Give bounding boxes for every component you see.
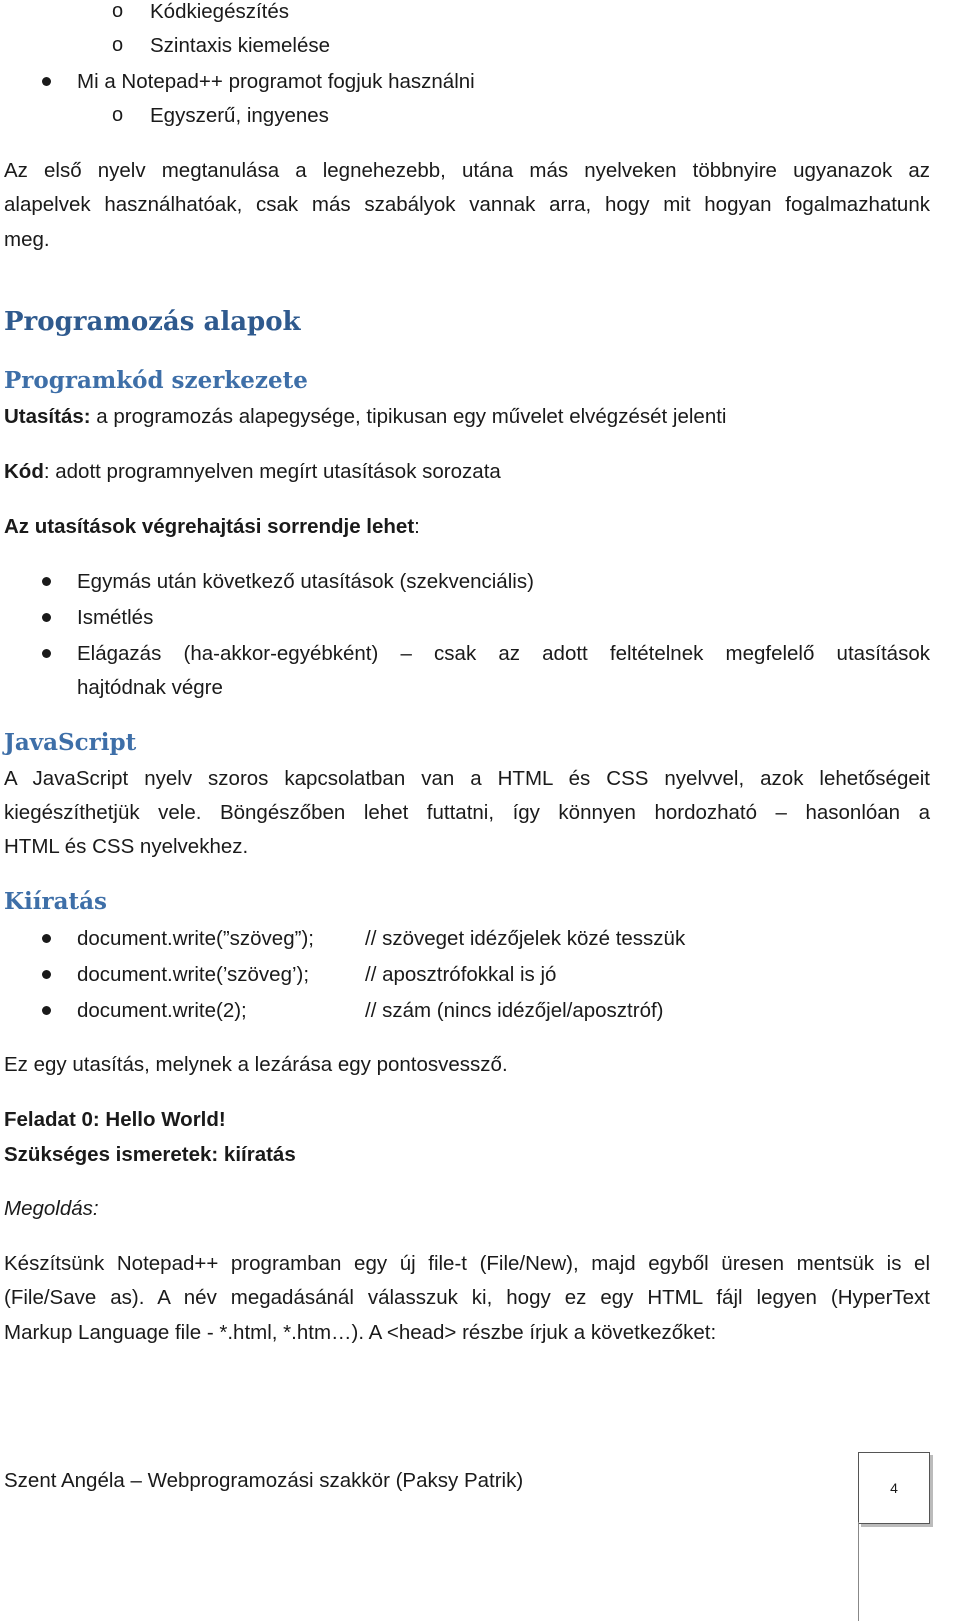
paragraph-line: meg. (4, 228, 50, 251)
definition-text: a programozás alapegysége, tipikusan egy művelet elvégzését jelenti (90, 405, 727, 428)
paragraph-line: alapelvek használhatóak, csak más szabályok vannak arra, hogy mit hogyan fogalmazhatunk (4, 193, 930, 216)
list-item: Mi a Notepad++ programot fogjuk használni (77, 70, 475, 93)
sub-bullet-marker: o (112, 34, 124, 56)
sub-bullet-marker: o (112, 0, 124, 22)
page-number-box (858, 1452, 930, 1524)
list-item: Kódkiegészítés (150, 0, 290, 23)
list-item: Egymás után következő utasítások (szekvenciális) (77, 570, 534, 593)
definition-line (4, 405, 930, 429)
paragraph-line: Markup Language file - *.html, *.htm…). A <head> részbe írjuk a következőket: (4, 1321, 717, 1344)
code-sample: document.write(2); (77, 999, 247, 1022)
bullet-icon (42, 1006, 51, 1015)
page-number: 4 (890, 1480, 898, 1496)
task-title: Feladat 0: Hello World! (4, 1108, 226, 1131)
bullet-icon (42, 970, 51, 979)
bullet-icon (42, 77, 51, 86)
subsection-heading: JavaScript (4, 729, 137, 756)
code-comment: // aposztrófokkal is jó (365, 963, 557, 986)
paragraph-line: Az első nyelv megtanulása a legnehezebb, utána más nyelveken többnyire ugyanazok az (4, 159, 930, 182)
bullet-icon (42, 934, 51, 943)
sub-bullet-marker: o (112, 104, 124, 126)
bullet-icon (42, 613, 51, 622)
list-item: Szintaxis kiemelése (150, 34, 331, 57)
term-label: Kód (4, 460, 44, 483)
solution-label: Megoldás: (4, 1197, 99, 1220)
definition-text: : (414, 515, 420, 538)
bullet-icon (42, 577, 51, 586)
paragraph-line: kiegészíthetjük vele. Böngészőben lehet futtatni, így könnyen hordozható – hasonlóan a (4, 801, 930, 824)
note-text: Ez egy utasítás, melynek a lezárása egy pontosvessző. (4, 1053, 508, 1076)
paragraph-line: A JavaScript nyelv szoros kapcsolatban van a HTML és CSS nyelvvel, azok lehetőségeit (4, 767, 930, 790)
subsection-heading: Kiíratás (4, 888, 107, 915)
code-sample: document.write(’szöveg’); (77, 963, 310, 986)
code-comment: // szöveget idézőjelek közé tesszük (365, 927, 686, 950)
list-item: Ismétlés (77, 606, 154, 629)
paragraph-line: Készítsünk Notepad++ programban egy új file-t (File/New), majd egyből üresen mentsük is el (4, 1252, 930, 1275)
subsection-heading: Programkód szerkezete (4, 367, 308, 394)
paragraph-line: HTML és CSS nyelvekhez. (4, 835, 249, 858)
list-item: Egyszerű, ingyenes (150, 104, 329, 127)
term-label: Utasítás: (4, 405, 91, 428)
bullet-icon (42, 649, 51, 658)
definition-line (4, 460, 930, 484)
term-label: Az utasítások végrehajtási sorrendje lehet (4, 515, 415, 538)
paragraph-line: (File/Save as). A név megadásánál válasszuk ki, hogy ez egy HTML fájl legyen (HyperText (4, 1286, 930, 1309)
definition-line (4, 515, 930, 539)
list-item-continuation: hajtódnak végre (77, 676, 223, 699)
code-comment: // szám (nincs idézőjel/aposztróf) (365, 999, 664, 1022)
list-item: Elágazás (ha-akkor-egyébként) – csak az adott feltételnek megfelelő utasítások (77, 642, 930, 665)
definition-text: : adott programnyelven megírt utasítások sorozata (43, 460, 501, 483)
task-prereq: Szükséges ismeretek: kiíratás (4, 1143, 296, 1166)
section-heading: Programozás alapok (4, 307, 301, 337)
footer-divider (858, 1522, 859, 1621)
code-sample: document.write(”szöveg”); (77, 927, 314, 950)
footer-text: Szent Angéla – Webprogramozási szakkör (Paksy Patrik) (4, 1469, 524, 1492)
